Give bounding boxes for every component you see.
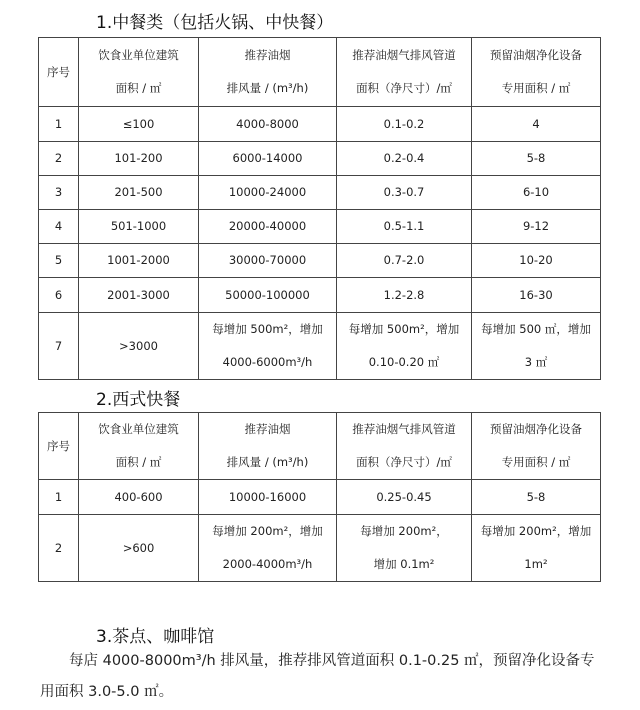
table-chinese-restaurant bbox=[38, 37, 601, 380]
cell-line: 面积（净尺寸）/㎡ bbox=[356, 81, 452, 95]
table-cell bbox=[79, 278, 199, 313]
table-cell bbox=[39, 107, 79, 142]
table-row bbox=[39, 176, 601, 210]
header-cell bbox=[79, 38, 199, 107]
cell-line: 增加 0.1m² bbox=[373, 557, 435, 571]
cell-line: 4000-6000m³/h bbox=[222, 355, 313, 369]
cell-line: 4 bbox=[532, 116, 540, 131]
header-cell bbox=[337, 38, 472, 107]
cell-line: 10000-16000 bbox=[228, 489, 307, 504]
table-cell bbox=[199, 142, 337, 176]
cell-line: 4000-8000 bbox=[236, 116, 299, 131]
cell-line: 3 ㎡ bbox=[524, 355, 548, 369]
cell-line: 5-8 bbox=[526, 489, 546, 504]
cell-line: 0.2-0.4 bbox=[383, 151, 425, 165]
table-body bbox=[39, 38, 601, 380]
cell-line: 0.3-0.7 bbox=[383, 185, 425, 199]
table-cell bbox=[39, 142, 79, 176]
table-cell bbox=[79, 313, 199, 380]
cell-line: 0.1-0.2 bbox=[383, 116, 425, 131]
cell-line: 预留油烟净化设备 bbox=[490, 48, 582, 62]
cell-line: 推荐油烟气排风管道 bbox=[352, 422, 456, 436]
cell-line: 饮食业单位建筑 bbox=[98, 422, 179, 436]
cell-line: 预留油烟净化设备 bbox=[490, 422, 582, 436]
table-cell bbox=[472, 176, 601, 210]
cell-line: 400-600 bbox=[114, 489, 163, 504]
cell-line: 101-200 bbox=[114, 151, 163, 165]
header-cell bbox=[199, 413, 337, 480]
cell-line: ≤100 bbox=[122, 116, 155, 131]
cell-line: 推荐油烟气排风管道 bbox=[352, 48, 456, 62]
cell-line: >600 bbox=[122, 540, 155, 555]
cell-line: 0.5-1.1 bbox=[383, 219, 425, 233]
cell-line: 0.7-2.0 bbox=[383, 253, 425, 267]
table-cell bbox=[199, 244, 337, 278]
table-cell bbox=[39, 244, 79, 278]
cell-line: 每增加 200m²，增加 bbox=[212, 524, 323, 538]
table-cell bbox=[472, 142, 601, 176]
cell-line: 饮食业单位建筑 bbox=[98, 48, 179, 62]
table-row bbox=[39, 210, 601, 244]
table-cell bbox=[472, 313, 601, 380]
section-2-heading: 2.西式快餐 bbox=[96, 390, 181, 410]
table-cell bbox=[39, 176, 79, 210]
cell-line: >3000 bbox=[119, 338, 158, 353]
header-cell bbox=[39, 38, 79, 107]
table-row bbox=[39, 244, 601, 278]
table-cell bbox=[39, 278, 79, 313]
table-row bbox=[39, 107, 601, 142]
table-cell bbox=[199, 107, 337, 142]
cell-line: 专用面积 / ㎡ bbox=[501, 81, 571, 95]
cell-line: 2000-4000m³/h bbox=[222, 557, 313, 571]
table-row bbox=[39, 515, 601, 582]
cell-line: 2 bbox=[54, 540, 63, 555]
cell-line: 501-1000 bbox=[110, 219, 167, 233]
table-cell bbox=[79, 244, 199, 278]
cell-line: 面积（净尺寸）/㎡ bbox=[356, 455, 452, 469]
cell-line: 20000-40000 bbox=[228, 219, 307, 233]
table-cell bbox=[337, 210, 472, 244]
cell-line: 专用面积 / ㎡ bbox=[501, 455, 571, 469]
cell-line: 1m² bbox=[524, 557, 548, 571]
cell-line: 6-10 bbox=[522, 185, 550, 199]
table-cell bbox=[79, 107, 199, 142]
cell-line: 每增加 500m²，增加 bbox=[212, 322, 323, 336]
table-cell bbox=[337, 107, 472, 142]
table-cell bbox=[199, 313, 337, 380]
cell-line: 面积 / ㎡ bbox=[115, 81, 162, 95]
cell-line: 排风量 / (m³/h) bbox=[226, 455, 309, 469]
table-cell bbox=[79, 142, 199, 176]
table-cell bbox=[79, 210, 199, 244]
header-cell bbox=[472, 38, 601, 107]
table-cell bbox=[472, 278, 601, 313]
cell-line: 10-20 bbox=[519, 253, 553, 267]
table-cell bbox=[199, 278, 337, 313]
cell-line: 推荐油烟 bbox=[244, 48, 291, 62]
cell-line: 序号 bbox=[47, 64, 70, 79]
header-cell bbox=[199, 38, 337, 107]
table-cell bbox=[79, 515, 199, 582]
table-cell bbox=[472, 210, 601, 244]
table-cell bbox=[79, 480, 199, 515]
cell-line: 3 bbox=[54, 185, 63, 199]
table-cell bbox=[199, 515, 337, 582]
table-row bbox=[39, 480, 601, 515]
cell-line: 面积 / ㎡ bbox=[115, 455, 162, 469]
cell-line: 1.2-2.8 bbox=[383, 287, 425, 302]
cell-line: 4 bbox=[54, 219, 63, 233]
table-cell bbox=[337, 244, 472, 278]
cell-line: 6 bbox=[54, 287, 63, 302]
cell-line: 7 bbox=[54, 338, 63, 353]
table-cell bbox=[472, 107, 601, 142]
header-cell bbox=[79, 413, 199, 480]
cell-line: 每增加 500 ㎡，增加 bbox=[481, 322, 591, 336]
table-cell bbox=[337, 313, 472, 380]
cell-line: 10000-24000 bbox=[228, 185, 307, 199]
table-row bbox=[39, 278, 601, 313]
cell-line: 排风量 / (m³/h) bbox=[226, 81, 309, 95]
cell-line: 1 bbox=[54, 116, 63, 131]
cell-line: 每增加 500m²，增加 bbox=[348, 322, 460, 336]
cell-line: 2001-3000 bbox=[107, 287, 170, 302]
cell-line: 0.10-0.20 ㎡ bbox=[368, 355, 440, 369]
cell-line: 0.25-0.45 bbox=[376, 489, 432, 504]
table-cell bbox=[472, 480, 601, 515]
table-cell bbox=[39, 480, 79, 515]
section-1-heading: 1.中餐类（包括火锅、中快餐） bbox=[96, 13, 334, 33]
cell-line: 50000-100000 bbox=[225, 287, 310, 302]
cell-line: 每增加 200m²， bbox=[360, 524, 448, 538]
cell-line: 9-12 bbox=[522, 219, 550, 233]
cell-line: 5-8 bbox=[526, 151, 546, 165]
header-cell bbox=[337, 413, 472, 480]
table-cell bbox=[337, 142, 472, 176]
table-row bbox=[39, 142, 601, 176]
cell-line: 1 bbox=[54, 489, 63, 504]
table-cell bbox=[39, 210, 79, 244]
cell-line: 每增加 200m²，增加 bbox=[480, 524, 592, 538]
header-row bbox=[39, 38, 601, 107]
table-cell bbox=[472, 244, 601, 278]
header-cell bbox=[472, 413, 601, 480]
table-cell bbox=[39, 313, 79, 380]
table-row bbox=[39, 313, 601, 380]
cell-line: 2 bbox=[54, 151, 63, 165]
table-cell bbox=[199, 210, 337, 244]
table-cell bbox=[337, 515, 472, 582]
cell-line: 16-30 bbox=[519, 287, 553, 302]
table-cell bbox=[472, 515, 601, 582]
table-cell bbox=[337, 480, 472, 515]
cell-line: 1001-2000 bbox=[107, 253, 170, 267]
section-3-paragraph: 每店 4000-8000m³/h 排风量，推荐排风管道面积 0.1-0.25 ㎡，预留净化设备专用面积 3.0-5.0 ㎡。 bbox=[40, 653, 595, 700]
cell-line: 30000-70000 bbox=[228, 253, 307, 267]
header-cell bbox=[39, 413, 79, 480]
cell-line: 6000-14000 bbox=[232, 151, 303, 165]
table-body bbox=[39, 413, 601, 582]
cell-line: 序号 bbox=[47, 438, 70, 453]
table-cell bbox=[199, 480, 337, 515]
table-western-fast-food bbox=[38, 412, 601, 582]
cell-line: 5 bbox=[54, 253, 63, 267]
header-row bbox=[39, 413, 601, 480]
table-cell bbox=[199, 176, 337, 210]
table-cell bbox=[337, 278, 472, 313]
table-cell bbox=[79, 176, 199, 210]
section-3-heading: 3.茶点、咖啡馆 bbox=[96, 627, 215, 647]
table-cell bbox=[337, 176, 472, 210]
cell-line: 201-500 bbox=[114, 185, 163, 199]
cell-line: 推荐油烟 bbox=[244, 422, 291, 436]
table-cell bbox=[39, 515, 79, 582]
